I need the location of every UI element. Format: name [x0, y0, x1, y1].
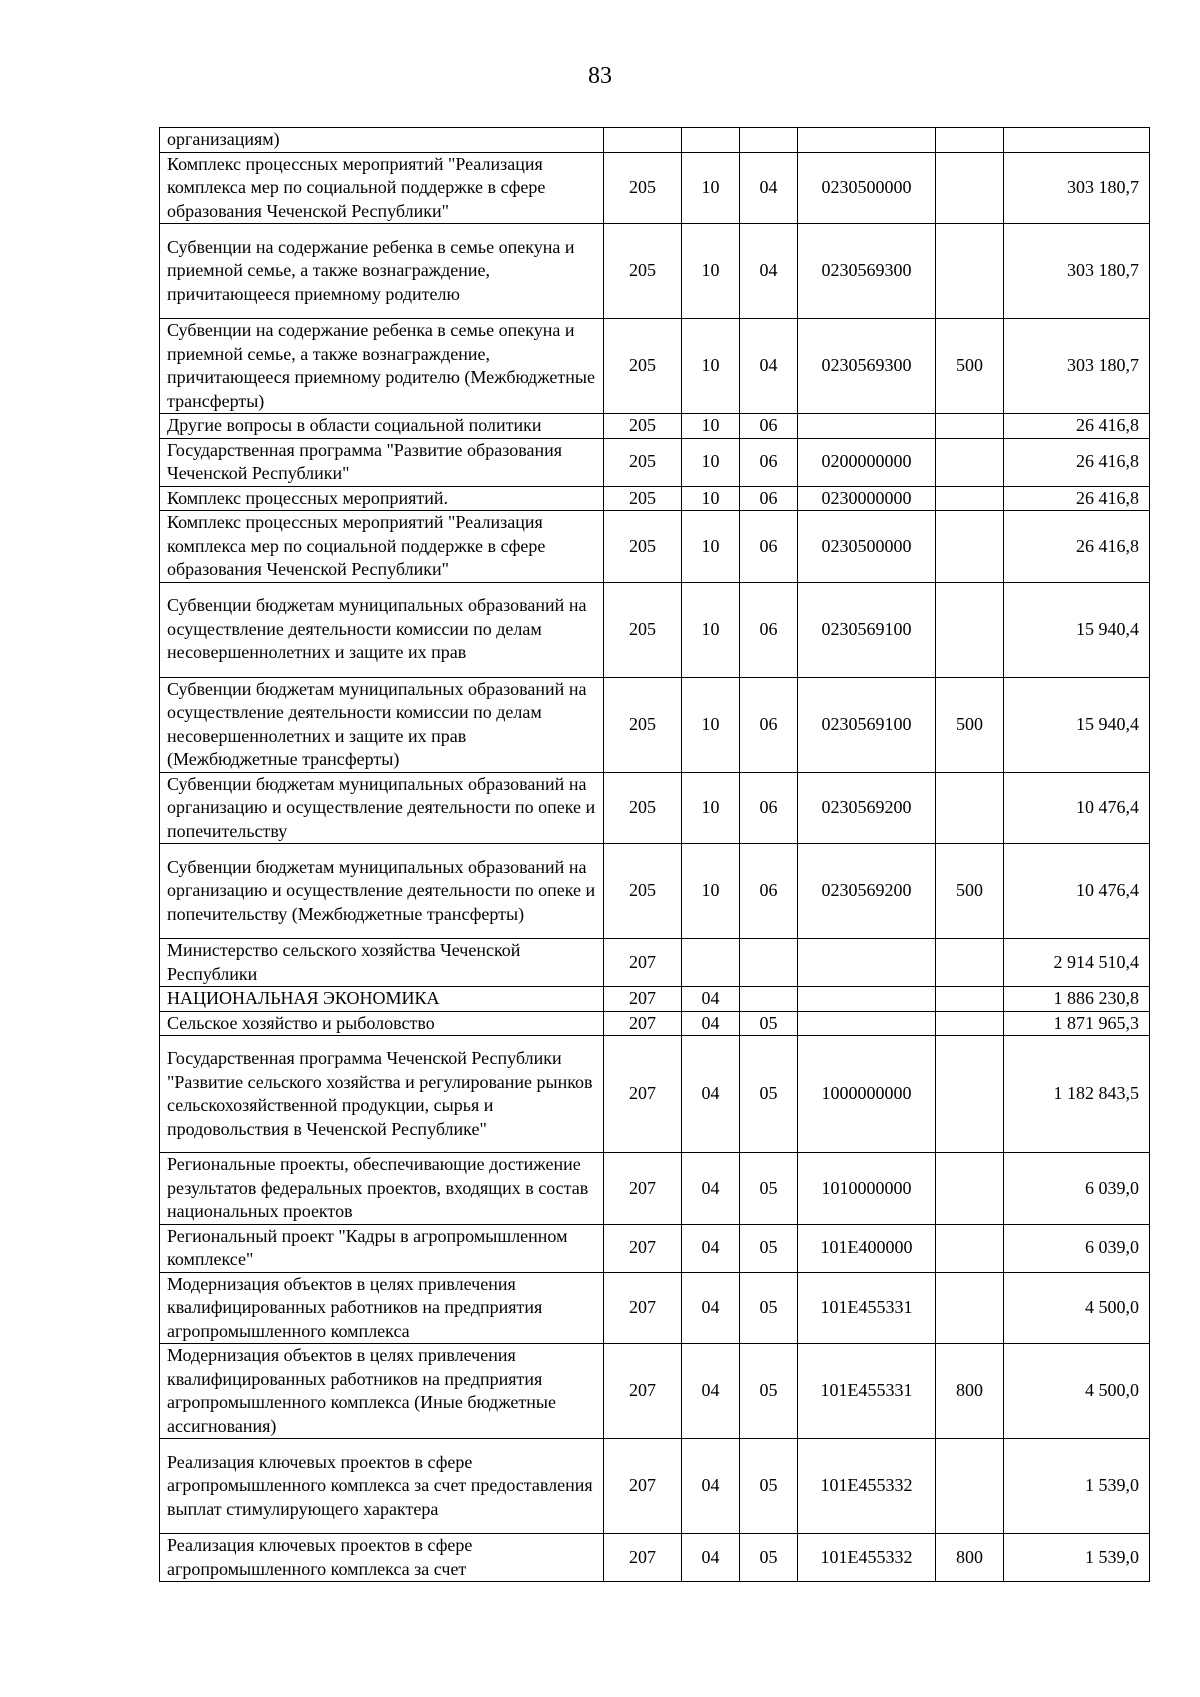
subsection-code: 05 — [740, 1036, 798, 1153]
item-name: Государственная программа Чеченской Республики "Развитие сельского хозяйства и регулирование рынков сельскохозяйственной продукции, сырья и продовольствия в Чеченской Республике" — [160, 1036, 604, 1153]
target-article-code: 101E455332 — [798, 1534, 936, 1582]
section-code: 10 — [682, 511, 740, 583]
subsection-code: 06 — [740, 486, 798, 511]
subsection-code: 05 — [740, 1224, 798, 1272]
amount: 26 416,8 — [1004, 414, 1150, 439]
subsection-code: 05 — [740, 1011, 798, 1036]
expense-type-code — [936, 1153, 1004, 1225]
section-code: 10 — [682, 844, 740, 939]
table-row — [160, 987, 1150, 1012]
table-row — [160, 1153, 1150, 1225]
subsection-code: 05 — [740, 1534, 798, 1582]
expense-type-code — [936, 582, 1004, 677]
subsection-code: 06 — [740, 844, 798, 939]
expense-type-code — [936, 1272, 1004, 1344]
ministry-code: 207 — [604, 1534, 682, 1582]
ministry-code: 207 — [604, 1153, 682, 1225]
amount: 4 500,0 — [1004, 1272, 1150, 1344]
amount: 303 180,7 — [1004, 152, 1150, 224]
target-article-code: 101E455332 — [798, 1439, 936, 1534]
subsection-code: 06 — [740, 582, 798, 677]
expense-type-code — [936, 1011, 1004, 1036]
item-name: Комплекс процессных мероприятий "Реализация комплекса мер по социальной поддержке в сфере образования Чеченской Республики" — [160, 511, 604, 583]
section-code: 10 — [682, 438, 740, 486]
amount — [1004, 128, 1150, 153]
ministry-code — [604, 128, 682, 153]
amount: 10 476,4 — [1004, 844, 1150, 939]
expense-type-code: 500 — [936, 677, 1004, 772]
ministry-code: 207 — [604, 1344, 682, 1439]
amount: 26 416,8 — [1004, 438, 1150, 486]
subsection-code — [740, 987, 798, 1012]
subsection-code: 06 — [740, 438, 798, 486]
section-code: 10 — [682, 414, 740, 439]
table-row — [160, 1534, 1150, 1582]
subsection-code: 05 — [740, 1272, 798, 1344]
subsection-code: 06 — [740, 772, 798, 844]
ministry-code: 205 — [604, 677, 682, 772]
item-name: Субвенции на содержание ребенка в семье опекуна и приемной семье, а также вознаграждение, причитающееся приемному родителю (Межбюджетные трансферты) — [160, 319, 604, 414]
expense-type-code — [936, 438, 1004, 486]
target-article-code: 0230569100 — [798, 677, 936, 772]
item-name: Субвенции на содержание ребенка в семье опекуна и приемной семье, а также вознаграждение, причитающееся приемному родителю — [160, 224, 604, 319]
table-row — [160, 844, 1150, 939]
amount: 2 914 510,4 — [1004, 939, 1150, 987]
subsection-code — [740, 128, 798, 153]
target-article-code — [798, 414, 936, 439]
table-row — [160, 1439, 1150, 1534]
item-name: Региональный проект "Кадры в агропромышленном комплексе" — [160, 1224, 604, 1272]
subsection-code: 06 — [740, 414, 798, 439]
target-article-code — [798, 1011, 936, 1036]
ministry-code: 205 — [604, 224, 682, 319]
subsection-code: 04 — [740, 224, 798, 319]
ministry-code: 207 — [604, 1224, 682, 1272]
item-name: Модернизация объектов в целях привлечения квалифицированных работников на предприятия агропромышленного комплекса (Иные бюджетные ассигнования) — [160, 1344, 604, 1439]
section-code: 04 — [682, 1224, 740, 1272]
target-article-code: 101E455331 — [798, 1272, 936, 1344]
expense-type-code: 500 — [936, 844, 1004, 939]
expense-type-code — [936, 939, 1004, 987]
expense-type-code — [936, 1439, 1004, 1534]
amount: 6 039,0 — [1004, 1153, 1150, 1225]
target-article-code: 1010000000 — [798, 1153, 936, 1225]
amount: 4 500,0 — [1004, 1344, 1150, 1439]
amount: 1 182 843,5 — [1004, 1036, 1150, 1153]
expense-type-code — [936, 1036, 1004, 1153]
table-row — [160, 438, 1150, 486]
table-row — [160, 677, 1150, 772]
target-article-code: 0230500000 — [798, 511, 936, 583]
amount: 15 940,4 — [1004, 582, 1150, 677]
section-code: 04 — [682, 1344, 740, 1439]
item-name: Комплекс процессных мероприятий "Реализация комплекса мер по социальной поддержке в сфере образования Чеченской Республики" — [160, 152, 604, 224]
target-article-code: 0230569100 — [798, 582, 936, 677]
amount: 1 871 965,3 — [1004, 1011, 1150, 1036]
section-code: 10 — [682, 152, 740, 224]
expense-type-code — [936, 772, 1004, 844]
item-name: Субвенции бюджетам муниципальных образований на организацию и осуществление деятельности по опеке и попечительству — [160, 772, 604, 844]
page-number: 83 — [588, 63, 612, 89]
target-article-code: 0230500000 — [798, 152, 936, 224]
table-row — [160, 1224, 1150, 1272]
target-article-code: 101E400000 — [798, 1224, 936, 1272]
amount: 1 539,0 — [1004, 1534, 1150, 1582]
section-code — [682, 128, 740, 153]
expense-type-code — [936, 511, 1004, 583]
section-code: 04 — [682, 1153, 740, 1225]
section-code: 04 — [682, 1036, 740, 1153]
ministry-code: 205 — [604, 414, 682, 439]
section-code: 10 — [682, 486, 740, 511]
table-row — [160, 772, 1150, 844]
subsection-code: 06 — [740, 677, 798, 772]
item-name: Сельское хозяйство и рыболовство — [160, 1011, 604, 1036]
target-article-code: 1000000000 — [798, 1036, 936, 1153]
target-article-code: 0230569300 — [798, 319, 936, 414]
expense-type-code — [936, 224, 1004, 319]
expense-type-code — [936, 486, 1004, 511]
expense-type-code — [936, 128, 1004, 153]
amount: 1 886 230,8 — [1004, 987, 1150, 1012]
ministry-code: 205 — [604, 152, 682, 224]
table-row — [160, 486, 1150, 511]
item-name: Реализация ключевых проектов в сфере агропромышленного комплекса за счет — [160, 1534, 604, 1582]
item-name: Государственная программа "Развитие образования Чеченской Республики" — [160, 438, 604, 486]
subsection-code: 04 — [740, 152, 798, 224]
expense-type-code: 800 — [936, 1534, 1004, 1582]
section-code — [682, 939, 740, 987]
item-name: организациям) — [160, 128, 604, 153]
section-code: 04 — [682, 987, 740, 1012]
expense-type-code — [936, 414, 1004, 439]
target-article-code — [798, 987, 936, 1012]
ministry-code: 205 — [604, 772, 682, 844]
table-row — [160, 1344, 1150, 1439]
table-row — [160, 511, 1150, 583]
expense-type-code — [936, 1224, 1004, 1272]
ministry-code: 205 — [604, 438, 682, 486]
table-row — [160, 1272, 1150, 1344]
expense-type-code — [936, 152, 1004, 224]
item-name: Модернизация объектов в целях привлечения квалифицированных работников на предприятия агропромышленного комплекса — [160, 1272, 604, 1344]
amount: 303 180,7 — [1004, 224, 1150, 319]
subsection-code: 05 — [740, 1439, 798, 1534]
table-row — [160, 414, 1150, 439]
section-code: 04 — [682, 1534, 740, 1582]
target-article-code: 0230569300 — [798, 224, 936, 319]
amount: 26 416,8 — [1004, 511, 1150, 583]
target-article-code — [798, 939, 936, 987]
expense-type-code: 800 — [936, 1344, 1004, 1439]
target-article-code — [798, 128, 936, 153]
amount: 303 180,7 — [1004, 319, 1150, 414]
table-row — [160, 152, 1150, 224]
ministry-code: 205 — [604, 844, 682, 939]
table-row — [160, 582, 1150, 677]
ministry-code: 205 — [604, 511, 682, 583]
item-name: Субвенции бюджетам муниципальных образований на осуществление деятельности комиссии по делам несовершеннолетних и защите их прав — [160, 582, 604, 677]
section-code: 10 — [682, 224, 740, 319]
item-name: Другие вопросы в области социальной политики — [160, 414, 604, 439]
item-name: НАЦИОНАЛЬНАЯ ЭКОНОМИКА — [160, 987, 604, 1012]
subsection-code — [740, 939, 798, 987]
table-row — [160, 224, 1150, 319]
ministry-code: 207 — [604, 1272, 682, 1344]
ministry-code: 207 — [604, 987, 682, 1012]
amount: 26 416,8 — [1004, 486, 1150, 511]
section-code: 10 — [682, 677, 740, 772]
section-code: 04 — [682, 1272, 740, 1344]
item-name: Реализация ключевых проектов в сфере агропромышленного комплекса за счет предоставления выплат стимулирующего характера — [160, 1439, 604, 1534]
item-name: Региональные проекты, обеспечивающие достижение результатов федеральных проектов, входящих в состав национальных проектов — [160, 1153, 604, 1225]
ministry-code: 205 — [604, 319, 682, 414]
item-name: Субвенции бюджетам муниципальных образований на организацию и осуществление деятельности по опеке и попечительству (Межбюджетные трансферты) — [160, 844, 604, 939]
ministry-code: 207 — [604, 1439, 682, 1534]
section-code: 04 — [682, 1439, 740, 1534]
amount: 10 476,4 — [1004, 772, 1150, 844]
table-row — [160, 1011, 1150, 1036]
amount: 1 539,0 — [1004, 1439, 1150, 1534]
ministry-code: 207 — [604, 939, 682, 987]
subsection-code: 05 — [740, 1153, 798, 1225]
item-name: Субвенции бюджетам муниципальных образований на осуществление деятельности комиссии по делам несовершеннолетних и защите их прав (Межбюджетные трансферты) — [160, 677, 604, 772]
subsection-code: 05 — [740, 1344, 798, 1439]
item-name: Комплекс процессных мероприятий. — [160, 486, 604, 511]
subsection-code: 04 — [740, 319, 798, 414]
ministry-code: 205 — [604, 486, 682, 511]
ministry-code: 207 — [604, 1036, 682, 1153]
target-article-code: 0200000000 — [798, 438, 936, 486]
target-article-code: 0230569200 — [798, 844, 936, 939]
section-code: 10 — [682, 772, 740, 844]
budget-table — [159, 127, 1150, 1582]
target-article-code: 0230000000 — [798, 486, 936, 511]
ministry-code: 205 — [604, 582, 682, 677]
table-row — [160, 1036, 1150, 1153]
table-row — [160, 319, 1150, 414]
expense-type-code: 500 — [936, 319, 1004, 414]
amount: 6 039,0 — [1004, 1224, 1150, 1272]
ministry-code: 207 — [604, 1011, 682, 1036]
amount: 15 940,4 — [1004, 677, 1150, 772]
section-code: 04 — [682, 1011, 740, 1036]
table-row — [160, 128, 1150, 153]
target-article-code: 0230569200 — [798, 772, 936, 844]
target-article-code: 101E455331 — [798, 1344, 936, 1439]
section-code: 10 — [682, 582, 740, 677]
expense-type-code — [936, 987, 1004, 1012]
item-name: Министерство сельского хозяйства Чеченской Республики — [160, 939, 604, 987]
subsection-code: 06 — [740, 511, 798, 583]
section-code: 10 — [682, 319, 740, 414]
table-row — [160, 939, 1150, 987]
